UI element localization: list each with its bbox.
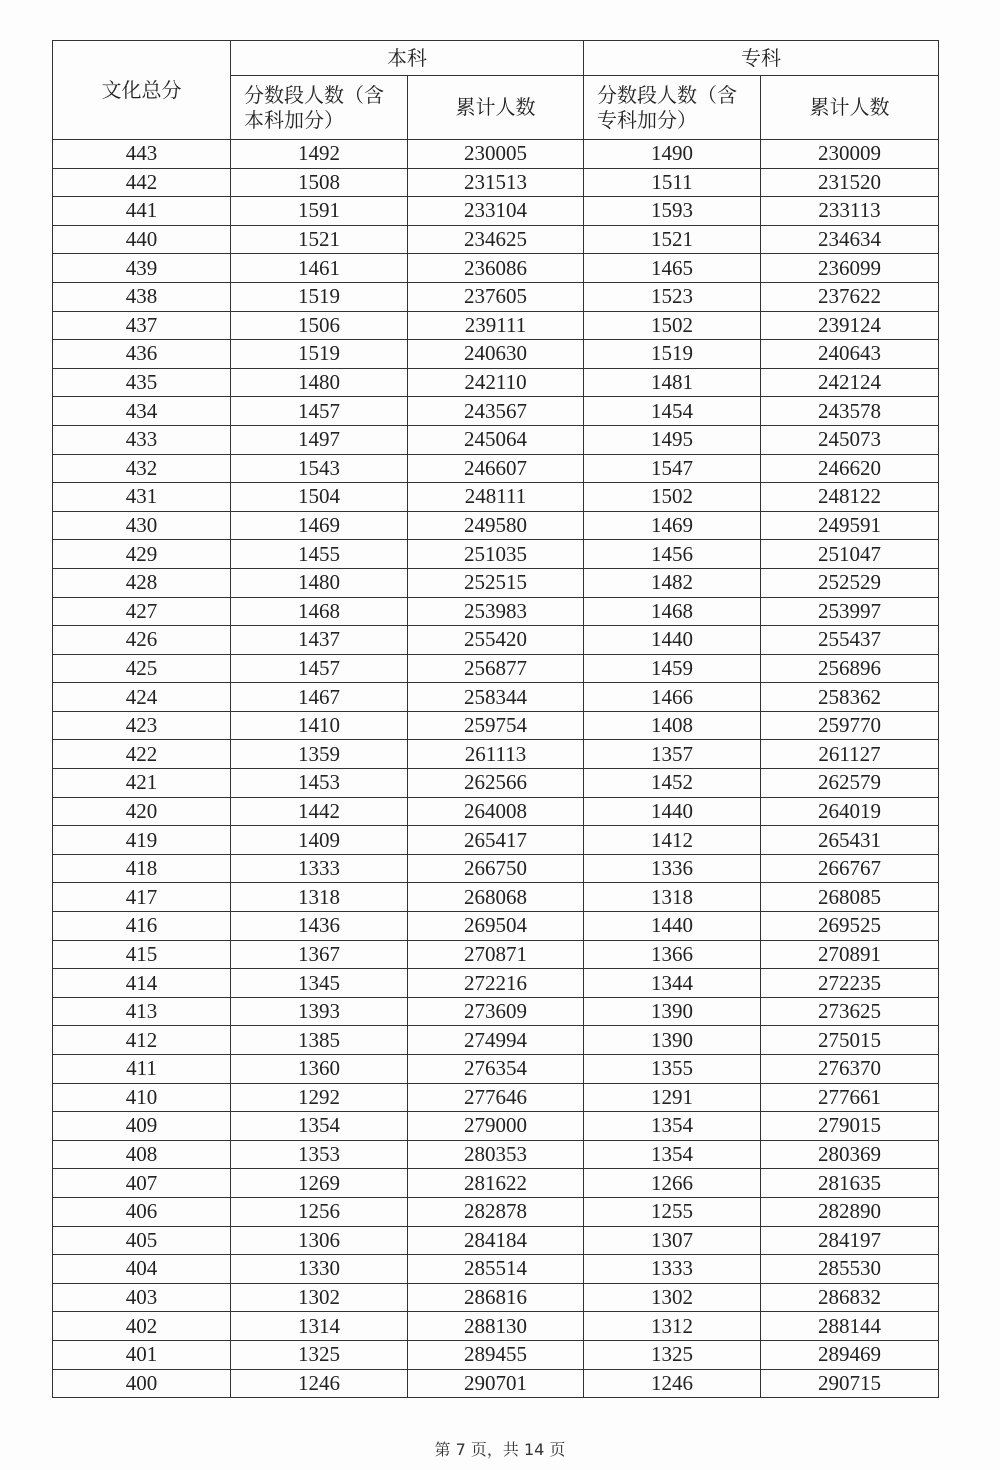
junior-college-count-cell: 1466: [584, 683, 761, 712]
undergraduate-count-cell: 1318: [231, 883, 408, 912]
header-group-junior-college: 专科: [584, 41, 939, 76]
undergraduate-count-cell: 1508: [231, 168, 408, 197]
undergraduate-count-cell: 1468: [231, 597, 408, 626]
undergraduate-cumulative-cell: 237605: [408, 282, 584, 311]
table-row: [53, 1169, 939, 1198]
junior-college-cumulative-cell: 270891: [761, 940, 939, 969]
score-cell: 421: [53, 769, 231, 798]
junior-college-count-cell: 1519: [584, 340, 761, 369]
undergraduate-count-cell: 1345: [231, 969, 408, 998]
table-row: [53, 140, 939, 169]
junior-college-count-cell: 1390: [584, 997, 761, 1026]
score-distribution-table: [52, 40, 939, 1398]
undergraduate-cumulative-cell: 274994: [408, 1026, 584, 1055]
undergraduate-cumulative-cell: 289455: [408, 1340, 584, 1369]
header-undergraduate-segment-count-text: 分数段人数（含本科加分）: [244, 82, 384, 132]
table-row: [53, 1340, 939, 1369]
undergraduate-count-cell: 1302: [231, 1283, 408, 1312]
undergraduate-cumulative-cell: 270871: [408, 940, 584, 969]
undergraduate-cumulative-cell: 255420: [408, 626, 584, 655]
junior-college-count-cell: 1490: [584, 140, 761, 169]
undergraduate-count-cell: 1436: [231, 912, 408, 941]
score-cell: 405: [53, 1226, 231, 1255]
junior-college-cumulative-cell: 246620: [761, 454, 939, 483]
score-cell: 413: [53, 997, 231, 1026]
junior-college-count-cell: 1412: [584, 826, 761, 855]
undergraduate-count-cell: 1410: [231, 711, 408, 740]
junior-college-cumulative-cell: 242124: [761, 368, 939, 397]
score-cell: 434: [53, 397, 231, 426]
undergraduate-count-cell: 1314: [231, 1312, 408, 1341]
table-row: [53, 340, 939, 369]
junior-college-count-cell: 1344: [584, 969, 761, 998]
score-cell: 443: [53, 140, 231, 169]
undergraduate-cumulative-cell: 268068: [408, 883, 584, 912]
header-junior-college-segment-count-text: 分数段人数（含专科加分）: [597, 82, 737, 132]
undergraduate-count-cell: 1367: [231, 940, 408, 969]
score-cell: 424: [53, 683, 231, 712]
junior-college-count-cell: 1307: [584, 1226, 761, 1255]
junior-college-count-cell: 1521: [584, 225, 761, 254]
junior-college-cumulative-cell: 276370: [761, 1055, 939, 1084]
header-group-undergraduate: 本科: [231, 41, 584, 76]
undergraduate-cumulative-cell: 281622: [408, 1169, 584, 1198]
junior-college-count-cell: 1440: [584, 912, 761, 941]
junior-college-count-cell: 1291: [584, 1083, 761, 1112]
undergraduate-cumulative-cell: 248111: [408, 483, 584, 512]
table-row: [53, 683, 939, 712]
junior-college-cumulative-cell: 240643: [761, 340, 939, 369]
score-cell: 418: [53, 854, 231, 883]
junior-college-cumulative-cell: 265431: [761, 826, 939, 855]
header-junior-college-cumulative: 累计人数: [761, 76, 939, 140]
undergraduate-count-cell: 1543: [231, 454, 408, 483]
score-cell: 427: [53, 597, 231, 626]
junior-college-count-cell: 1255: [584, 1197, 761, 1226]
junior-college-cumulative-cell: 272235: [761, 969, 939, 998]
table-row: [53, 1140, 939, 1169]
junior-college-cumulative-cell: 266767: [761, 854, 939, 883]
junior-college-cumulative-cell: 248122: [761, 483, 939, 512]
table-row: [53, 854, 939, 883]
junior-college-count-cell: 1302: [584, 1283, 761, 1312]
junior-college-cumulative-cell: 253997: [761, 597, 939, 626]
table-row: [53, 425, 939, 454]
junior-college-cumulative-cell: 268085: [761, 883, 939, 912]
junior-college-count-cell: 1336: [584, 854, 761, 883]
junior-college-cumulative-cell: 233113: [761, 197, 939, 226]
undergraduate-count-cell: 1333: [231, 854, 408, 883]
table-row: [53, 1255, 939, 1284]
header-junior-college-segment-count: [584, 76, 761, 140]
junior-college-cumulative-cell: 261127: [761, 740, 939, 769]
undergraduate-count-cell: 1385: [231, 1026, 408, 1055]
junior-college-count-cell: 1354: [584, 1112, 761, 1141]
junior-college-cumulative-cell: 258362: [761, 683, 939, 712]
junior-college-count-cell: 1440: [584, 626, 761, 655]
score-cell: 410: [53, 1083, 231, 1112]
table-row: [53, 654, 939, 683]
undergraduate-cumulative-cell: 272216: [408, 969, 584, 998]
junior-college-cumulative-cell: 231520: [761, 168, 939, 197]
table-row: [53, 225, 939, 254]
junior-college-cumulative-cell: 286832: [761, 1283, 939, 1312]
score-cell: 422: [53, 740, 231, 769]
table-row: [53, 769, 939, 798]
junior-college-count-cell: 1481: [584, 368, 761, 397]
header-undergraduate-cumulative: 累计人数: [408, 76, 584, 140]
junior-college-cumulative-cell: 239124: [761, 311, 939, 340]
undergraduate-cumulative-cell: 264008: [408, 797, 584, 826]
undergraduate-count-cell: 1506: [231, 311, 408, 340]
score-cell: 426: [53, 626, 231, 655]
score-cell: 431: [53, 483, 231, 512]
undergraduate-count-cell: 1453: [231, 769, 408, 798]
score-cell: 409: [53, 1112, 231, 1141]
undergraduate-cumulative-cell: 251035: [408, 540, 584, 569]
junior-college-cumulative-cell: 251047: [761, 540, 939, 569]
undergraduate-count-cell: 1519: [231, 340, 408, 369]
table-row: [53, 368, 939, 397]
score-cell: 425: [53, 654, 231, 683]
junior-college-cumulative-cell: 256896: [761, 654, 939, 683]
junior-college-count-cell: 1246: [584, 1369, 761, 1398]
junior-college-count-cell: 1495: [584, 425, 761, 454]
undergraduate-count-cell: 1306: [231, 1226, 408, 1255]
header-undergraduate-segment-count: [231, 76, 408, 140]
table-row: [53, 483, 939, 512]
score-cell: 406: [53, 1197, 231, 1226]
junior-college-count-cell: 1465: [584, 254, 761, 283]
junior-college-cumulative-cell: 255437: [761, 626, 939, 655]
table-row: [53, 1369, 939, 1398]
undergraduate-cumulative-cell: 288130: [408, 1312, 584, 1341]
junior-college-cumulative-cell: 230009: [761, 140, 939, 169]
table-row: [53, 797, 939, 826]
score-cell: 407: [53, 1169, 231, 1198]
table-row: [53, 197, 939, 226]
table-row: [53, 969, 939, 998]
junior-college-count-cell: 1469: [584, 511, 761, 540]
junior-college-count-cell: 1452: [584, 769, 761, 798]
junior-college-cumulative-cell: 279015: [761, 1112, 939, 1141]
score-cell: 401: [53, 1340, 231, 1369]
table-row: [53, 1026, 939, 1055]
junior-college-count-cell: 1312: [584, 1312, 761, 1341]
junior-college-cumulative-cell: 275015: [761, 1026, 939, 1055]
table-row: [53, 511, 939, 540]
score-cell: 402: [53, 1312, 231, 1341]
undergraduate-cumulative-cell: 234625: [408, 225, 584, 254]
junior-college-cumulative-cell: 277661: [761, 1083, 939, 1112]
junior-college-cumulative-cell: 282890: [761, 1197, 939, 1226]
junior-college-cumulative-cell: 252529: [761, 568, 939, 597]
undergraduate-cumulative-cell: 266750: [408, 854, 584, 883]
junior-college-cumulative-cell: 289469: [761, 1340, 939, 1369]
undergraduate-cumulative-cell: 277646: [408, 1083, 584, 1112]
undergraduate-cumulative-cell: 233104: [408, 197, 584, 226]
score-cell: 435: [53, 368, 231, 397]
table-row: [53, 940, 939, 969]
table-row: [53, 1312, 939, 1341]
table-row: [53, 711, 939, 740]
undergraduate-cumulative-cell: 261113: [408, 740, 584, 769]
undergraduate-count-cell: 1504: [231, 483, 408, 512]
undergraduate-count-cell: 1442: [231, 797, 408, 826]
undergraduate-cumulative-cell: 249580: [408, 511, 584, 540]
junior-college-cumulative-cell: 259770: [761, 711, 939, 740]
undergraduate-count-cell: 1467: [231, 683, 408, 712]
junior-college-count-cell: 1547: [584, 454, 761, 483]
table-row: [53, 1226, 939, 1255]
junior-college-count-cell: 1333: [584, 1255, 761, 1284]
undergraduate-cumulative-cell: 286816: [408, 1283, 584, 1312]
score-cell: 411: [53, 1055, 231, 1084]
junior-college-count-cell: 1502: [584, 483, 761, 512]
undergraduate-count-cell: 1457: [231, 654, 408, 683]
junior-college-count-cell: 1454: [584, 397, 761, 426]
junior-college-cumulative-cell: 280369: [761, 1140, 939, 1169]
undergraduate-cumulative-cell: 231513: [408, 168, 584, 197]
undergraduate-count-cell: 1409: [231, 826, 408, 855]
score-cell: 419: [53, 826, 231, 855]
junior-college-count-cell: 1456: [584, 540, 761, 569]
undergraduate-cumulative-cell: 259754: [408, 711, 584, 740]
junior-college-count-cell: 1440: [584, 797, 761, 826]
undergraduate-count-cell: 1497: [231, 425, 408, 454]
score-cell: 442: [53, 168, 231, 197]
undergraduate-cumulative-cell: 240630: [408, 340, 584, 369]
undergraduate-cumulative-cell: 242110: [408, 368, 584, 397]
junior-college-count-cell: 1408: [584, 711, 761, 740]
undergraduate-cumulative-cell: 239111: [408, 311, 584, 340]
undergraduate-cumulative-cell: 262566: [408, 769, 584, 798]
junior-college-count-cell: 1355: [584, 1055, 761, 1084]
undergraduate-count-cell: 1469: [231, 511, 408, 540]
undergraduate-cumulative-cell: 265417: [408, 826, 584, 855]
undergraduate-cumulative-cell: 282878: [408, 1197, 584, 1226]
score-cell: 429: [53, 540, 231, 569]
undergraduate-count-cell: 1359: [231, 740, 408, 769]
table-row: [53, 1283, 939, 1312]
undergraduate-cumulative-cell: 279000: [408, 1112, 584, 1141]
table-row: [53, 740, 939, 769]
junior-college-cumulative-cell: 245073: [761, 425, 939, 454]
table-row: [53, 826, 939, 855]
junior-college-cumulative-cell: 281635: [761, 1169, 939, 1198]
undergraduate-cumulative-cell: 243567: [408, 397, 584, 426]
junior-college-cumulative-cell: 262579: [761, 769, 939, 798]
score-cell: 440: [53, 225, 231, 254]
undergraduate-count-cell: 1480: [231, 568, 408, 597]
junior-college-count-cell: 1390: [584, 1026, 761, 1055]
junior-college-count-cell: 1357: [584, 740, 761, 769]
junior-college-count-cell: 1593: [584, 197, 761, 226]
undergraduate-count-cell: 1519: [231, 282, 408, 311]
table-row: [53, 1112, 939, 1141]
undergraduate-count-cell: 1246: [231, 1369, 408, 1398]
table-row: [53, 1055, 939, 1084]
score-cell: 416: [53, 912, 231, 941]
junior-college-cumulative-cell: 264019: [761, 797, 939, 826]
table-row: [53, 1083, 939, 1112]
junior-college-cumulative-cell: 236099: [761, 254, 939, 283]
table-row: [53, 540, 939, 569]
junior-college-count-cell: 1523: [584, 282, 761, 311]
undergraduate-cumulative-cell: 276354: [408, 1055, 584, 1084]
junior-college-cumulative-cell: 284197: [761, 1226, 939, 1255]
undergraduate-count-cell: 1325: [231, 1340, 408, 1369]
undergraduate-count-cell: 1393: [231, 997, 408, 1026]
score-cell: 412: [53, 1026, 231, 1055]
junior-college-count-cell: 1502: [584, 311, 761, 340]
table-row: [53, 597, 939, 626]
undergraduate-cumulative-cell: 245064: [408, 425, 584, 454]
score-cell: 437: [53, 311, 231, 340]
undergraduate-count-cell: 1457: [231, 397, 408, 426]
table-row: [53, 568, 939, 597]
undergraduate-cumulative-cell: 253983: [408, 597, 584, 626]
undergraduate-count-cell: 1492: [231, 140, 408, 169]
page-number-footer: 第 7 页，共 14 页: [434, 1440, 566, 1459]
undergraduate-cumulative-cell: 258344: [408, 683, 584, 712]
undergraduate-count-cell: 1354: [231, 1112, 408, 1141]
score-cell: 430: [53, 511, 231, 540]
table-row: [53, 168, 939, 197]
score-cell: 441: [53, 197, 231, 226]
score-cell: 433: [53, 425, 231, 454]
undergraduate-count-cell: 1521: [231, 225, 408, 254]
undergraduate-cumulative-cell: 230005: [408, 140, 584, 169]
table-row: [53, 883, 939, 912]
score-cell: 408: [53, 1140, 231, 1169]
junior-college-cumulative-cell: 288144: [761, 1312, 939, 1341]
undergraduate-count-cell: 1480: [231, 368, 408, 397]
table-row: [53, 997, 939, 1026]
undergraduate-cumulative-cell: 290701: [408, 1369, 584, 1398]
score-cell: 417: [53, 883, 231, 912]
table-body: [53, 140, 939, 1398]
junior-college-count-cell: 1511: [584, 168, 761, 197]
undergraduate-count-cell: 1591: [231, 197, 408, 226]
score-cell: 438: [53, 282, 231, 311]
score-cell: 436: [53, 340, 231, 369]
header-total-score: 文化总分: [53, 41, 231, 140]
table-row: [53, 397, 939, 426]
undergraduate-count-cell: 1353: [231, 1140, 408, 1169]
undergraduate-cumulative-cell: 285514: [408, 1255, 584, 1284]
table-row: [53, 1197, 939, 1226]
undergraduate-cumulative-cell: 252515: [408, 568, 584, 597]
score-cell: 400: [53, 1369, 231, 1398]
score-cell: 423: [53, 711, 231, 740]
undergraduate-count-cell: 1330: [231, 1255, 408, 1284]
junior-college-cumulative-cell: 290715: [761, 1369, 939, 1398]
table-row: [53, 912, 939, 941]
junior-college-count-cell: 1318: [584, 883, 761, 912]
undergraduate-count-cell: 1437: [231, 626, 408, 655]
junior-college-cumulative-cell: 234634: [761, 225, 939, 254]
undergraduate-count-cell: 1461: [231, 254, 408, 283]
junior-college-cumulative-cell: 249591: [761, 511, 939, 540]
undergraduate-count-cell: 1360: [231, 1055, 408, 1084]
table-row: [53, 282, 939, 311]
undergraduate-cumulative-cell: 246607: [408, 454, 584, 483]
table-row: [53, 311, 939, 340]
junior-college-count-cell: 1366: [584, 940, 761, 969]
undergraduate-count-cell: 1269: [231, 1169, 408, 1198]
score-cell: 420: [53, 797, 231, 826]
junior-college-count-cell: 1482: [584, 568, 761, 597]
junior-college-cumulative-cell: 237622: [761, 282, 939, 311]
score-cell: 415: [53, 940, 231, 969]
undergraduate-cumulative-cell: 273609: [408, 997, 584, 1026]
table-row: [53, 254, 939, 283]
undergraduate-cumulative-cell: 280353: [408, 1140, 584, 1169]
table-row: [53, 626, 939, 655]
undergraduate-cumulative-cell: 284184: [408, 1226, 584, 1255]
score-cell: 439: [53, 254, 231, 283]
score-cell: 404: [53, 1255, 231, 1284]
junior-college-count-cell: 1468: [584, 597, 761, 626]
junior-college-cumulative-cell: 273625: [761, 997, 939, 1026]
undergraduate-count-cell: 1256: [231, 1197, 408, 1226]
undergraduate-cumulative-cell: 256877: [408, 654, 584, 683]
table-row: [53, 454, 939, 483]
score-cell: 403: [53, 1283, 231, 1312]
junior-college-cumulative-cell: 269525: [761, 912, 939, 941]
undergraduate-count-cell: 1455: [231, 540, 408, 569]
score-cell: 432: [53, 454, 231, 483]
undergraduate-cumulative-cell: 236086: [408, 254, 584, 283]
undergraduate-cumulative-cell: 269504: [408, 912, 584, 941]
junior-college-count-cell: 1266: [584, 1169, 761, 1198]
junior-college-cumulative-cell: 243578: [761, 397, 939, 426]
score-cell: 428: [53, 568, 231, 597]
score-cell: 414: [53, 969, 231, 998]
junior-college-cumulative-cell: 285530: [761, 1255, 939, 1284]
junior-college-count-cell: 1354: [584, 1140, 761, 1169]
junior-college-count-cell: 1459: [584, 654, 761, 683]
junior-college-count-cell: 1325: [584, 1340, 761, 1369]
undergraduate-count-cell: 1292: [231, 1083, 408, 1112]
